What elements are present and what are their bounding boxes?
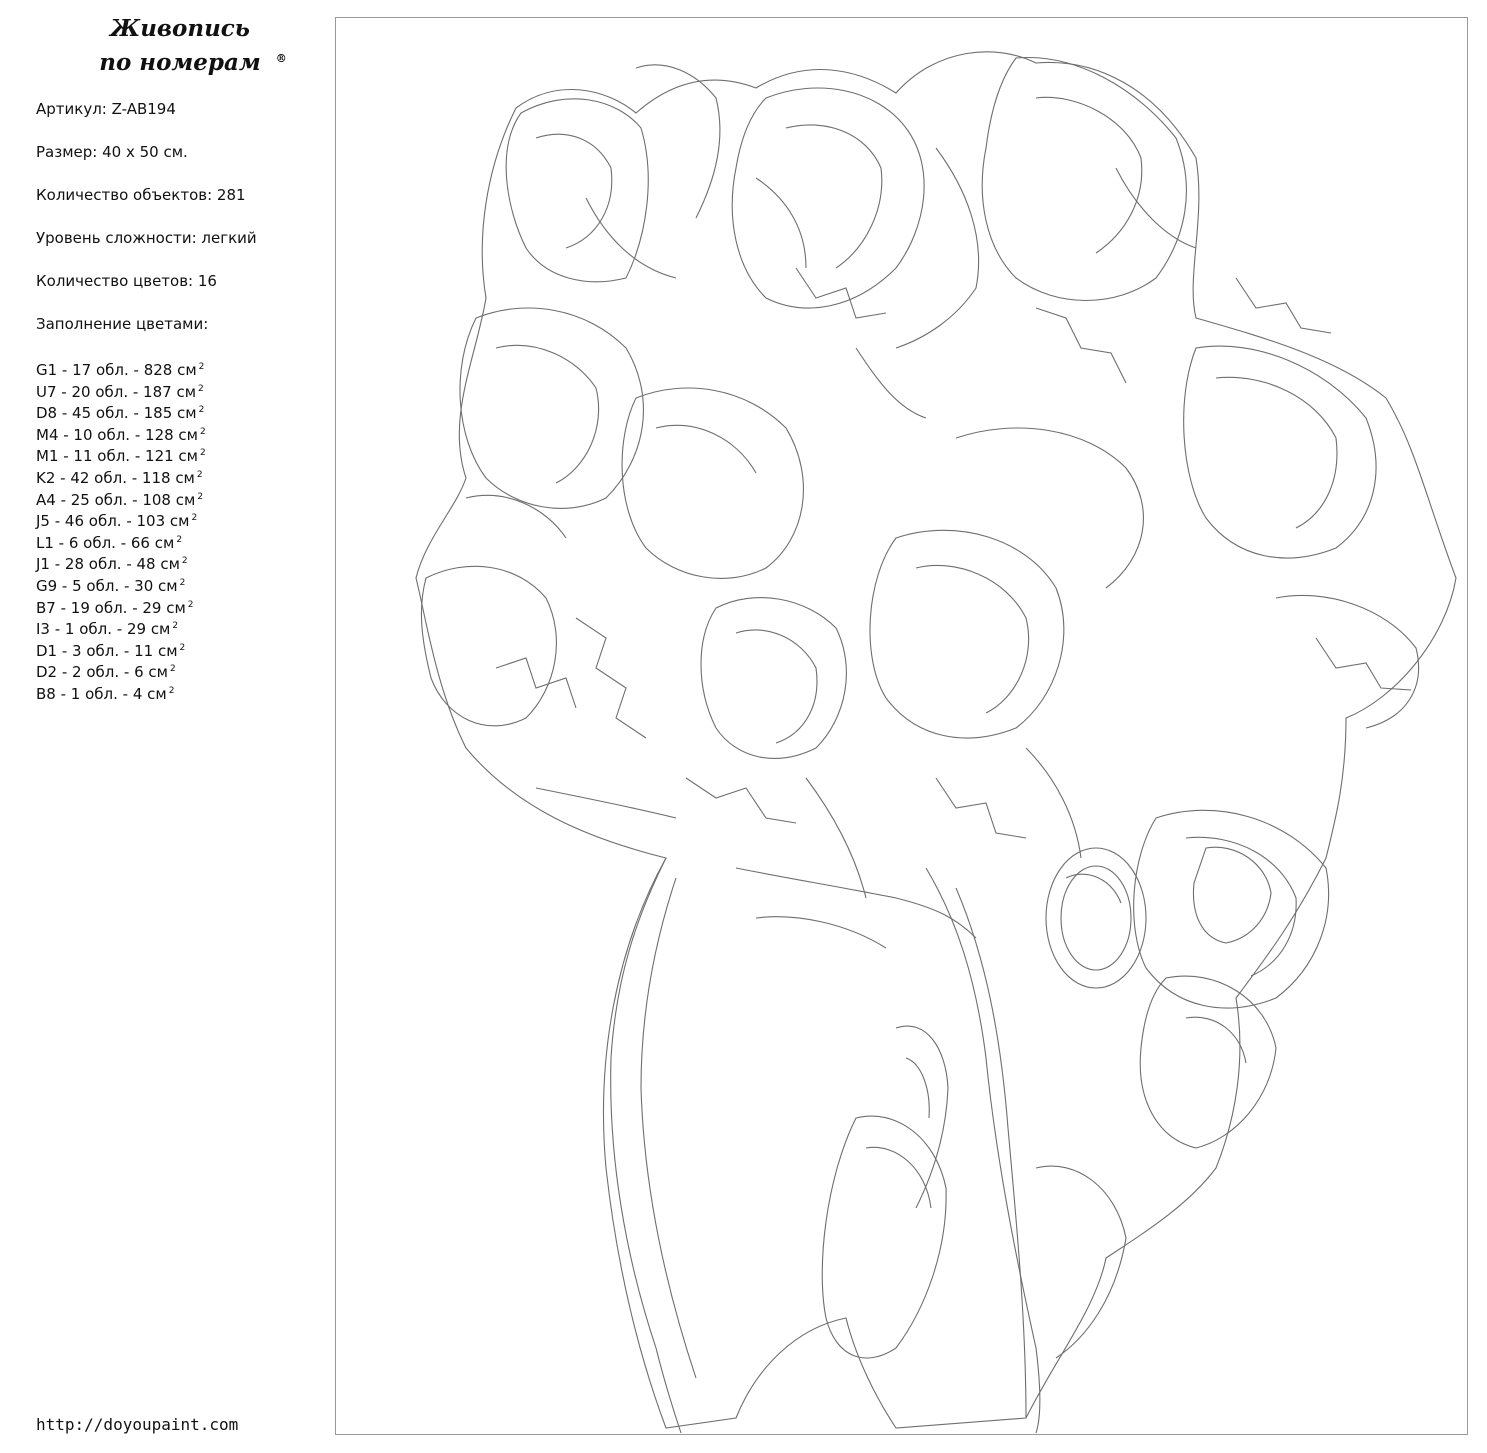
- fill-heading: Заполнение цветами:: [36, 315, 209, 333]
- color-fill-item: G1 - 17 обл. - 828 см $^2$: [36, 361, 205, 379]
- color-fill-item: G9 - 5 обл. - 30 см $^2$: [36, 576, 186, 595]
- color-fill-item: D2 - 2 обл. - 6 см $^2$: [36, 663, 176, 682]
- color-fill-item: L1 - 6 обл. - 66 см $^2$: [36, 533, 183, 552]
- product-info: [36, 99, 257, 703]
- right-flower: [1184, 346, 1376, 558]
- bouquet-outline: [416, 52, 1456, 1433]
- central-flower: [701, 598, 846, 759]
- article-number: Артикул: Z-AB194: [36, 100, 176, 118]
- color-fill-item: U7 - 20 обл. - 187 см $^2$: [36, 382, 204, 401]
- color-fill-item: B7 - 19 обл. - 29 см $^2$: [36, 598, 194, 617]
- coloring-canvas: [335, 17, 1468, 1435]
- top-center-flower: [732, 88, 924, 308]
- objects-count: Количество объектов: 281: [36, 186, 246, 204]
- color-fill-item: B8 - 1 обл. - 4 см $^2$: [36, 684, 175, 703]
- registered-mark: ®: [275, 52, 287, 65]
- color-fill-item: D8 - 45 обл. - 185 см $^2$: [36, 404, 205, 423]
- bouquet-silhouette: [416, 52, 1456, 1428]
- top-left-bud: [506, 99, 648, 282]
- brand-line-2-text: по номерам: [99, 49, 261, 76]
- color-fill-item: I3 - 1 обл. - 29 см $^2$: [36, 620, 179, 639]
- peony-bouquet-drawing: [336, 18, 1468, 1435]
- canvas-size: Размер: 40 x 50 см.: [36, 143, 188, 161]
- lower-right-flower: [1134, 810, 1329, 1008]
- brand-line-1: Живопись: [110, 15, 250, 42]
- color-fill-list: [36, 357, 257, 703]
- right-center-flower: [870, 530, 1064, 738]
- left-flower: [460, 308, 643, 508]
- colors-count: Количество цветов: 16: [36, 272, 217, 290]
- color-fill-item: M4 - 10 обл. - 128 см $^2$: [36, 425, 206, 444]
- color-fill-item: M1 - 11 обл. - 121 см $^2$: [36, 447, 206, 466]
- brand-line-2: [99, 46, 287, 80]
- color-fill-item: J5 - 46 обл. - 103 см $^2$: [36, 512, 198, 531]
- top-right-flower: [982, 58, 1186, 301]
- brand-logo: [60, 12, 300, 80]
- website-link[interactable]: http://doyoupaint.com: [36, 1415, 239, 1434]
- color-fill-item: K2 - 42 обл. - 118 см $^2$: [36, 468, 203, 487]
- difficulty-level: Уровень сложности: легкий: [36, 229, 257, 247]
- color-fill-item: J1 - 28 обл. - 48 см $^2$: [36, 555, 188, 574]
- vase: [611, 858, 681, 1433]
- color-fill-item: A4 - 25 обл. - 108 см $^2$: [36, 490, 204, 509]
- color-fill-item: D1 - 3 обл. - 11 см $^2$: [36, 641, 186, 660]
- rose-ring-inner: [1061, 866, 1131, 970]
